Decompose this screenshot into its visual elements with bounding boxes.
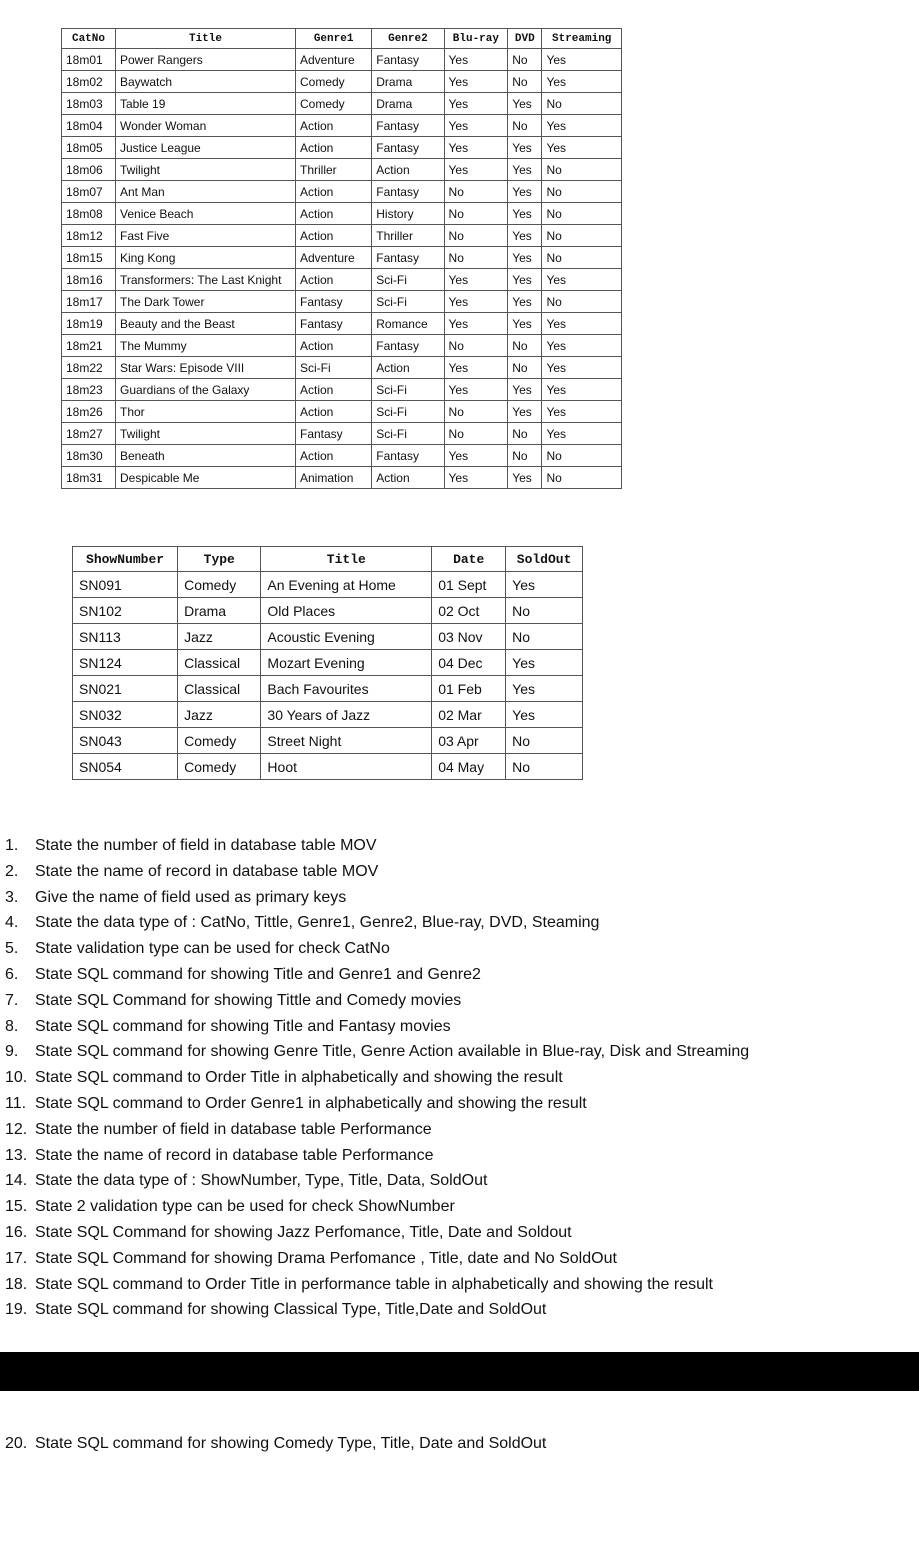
table-cell: Classical bbox=[178, 676, 261, 702]
table-cell: Action bbox=[296, 225, 372, 247]
table-cell: Yes bbox=[508, 313, 542, 335]
mov-header-dvd: DVD bbox=[508, 29, 542, 49]
mov-header-catno: CatNo bbox=[62, 29, 116, 49]
question-item bbox=[5, 859, 749, 885]
table-cell: Fantasy bbox=[372, 335, 444, 357]
table-cell: Sci-Fi bbox=[372, 269, 444, 291]
table-cell: Action bbox=[296, 401, 372, 423]
table-cell: Thriller bbox=[296, 159, 372, 181]
table-cell: No bbox=[506, 754, 583, 780]
table-cell: Action bbox=[296, 445, 372, 467]
question-text: State SQL command for showing Title and Genre1 and Genre2 bbox=[35, 965, 481, 983]
table-cell: Yes bbox=[542, 49, 622, 71]
question-text: State SQL command to Order Title in performance table in alphabetically and showing the result bbox=[35, 1275, 713, 1293]
table-cell: 18m03 bbox=[62, 93, 116, 115]
table-cell: No bbox=[444, 423, 508, 445]
mov-table-row bbox=[62, 115, 622, 137]
table-cell: History bbox=[372, 203, 444, 225]
questions-list bbox=[5, 833, 749, 1323]
table-cell: 18m01 bbox=[62, 49, 116, 71]
performance-table-row bbox=[73, 624, 583, 650]
question-text: State SQL Command for showing Tittle and Comedy movies bbox=[35, 991, 462, 1009]
mov-table-row bbox=[62, 181, 622, 203]
table-cell: Yes bbox=[444, 445, 508, 467]
mov-header-streaming: Streaming bbox=[542, 29, 622, 49]
redaction-bar bbox=[0, 1352, 919, 1391]
table-cell: 18m06 bbox=[62, 159, 116, 181]
question-text: State the data type of : CatNo, Tittle, Genre1, Genre2, Blue-ray, DVD, Steaming bbox=[35, 914, 600, 932]
table-cell: 04 Dec bbox=[432, 650, 506, 676]
table-cell: The Dark Tower bbox=[116, 291, 296, 313]
mov-table-row bbox=[62, 313, 622, 335]
table-cell: Action bbox=[296, 137, 372, 159]
table-cell: Twilight bbox=[116, 423, 296, 445]
perf-header-title: Title bbox=[261, 547, 432, 572]
mov-table-row bbox=[62, 137, 622, 159]
table-cell: Yes bbox=[508, 203, 542, 225]
table-cell: 18m16 bbox=[62, 269, 116, 291]
mov-table-row bbox=[62, 379, 622, 401]
table-cell: Jazz bbox=[178, 702, 261, 728]
table-cell: Thor bbox=[116, 401, 296, 423]
table-cell: 18m07 bbox=[62, 181, 116, 203]
table-cell: 02 Mar bbox=[432, 702, 506, 728]
performance-header-row bbox=[73, 547, 583, 572]
performance-table-row bbox=[73, 728, 583, 754]
table-cell: Jazz bbox=[178, 624, 261, 650]
table-cell: Yes bbox=[506, 572, 583, 598]
question-number: 1. bbox=[5, 837, 19, 854]
question-item bbox=[5, 1431, 546, 1457]
table-cell: Acoustic Evening bbox=[261, 624, 432, 650]
question-item bbox=[5, 936, 749, 962]
mov-table-row bbox=[62, 49, 622, 71]
table-cell: Despicable Me bbox=[116, 467, 296, 489]
table-cell: 01 Feb bbox=[432, 676, 506, 702]
table-cell: Drama bbox=[372, 93, 444, 115]
mov-header-genre1: Genre1 bbox=[296, 29, 372, 49]
question-item bbox=[5, 1272, 749, 1298]
question-number: 8. bbox=[5, 1017, 19, 1035]
mov-table bbox=[61, 28, 622, 489]
question-number: 20. bbox=[5, 1435, 28, 1452]
table-cell: No bbox=[542, 93, 622, 115]
table-cell: Hoot bbox=[261, 754, 432, 780]
table-cell: 18m19 bbox=[62, 313, 116, 335]
table-cell: Power Rangers bbox=[116, 49, 296, 71]
table-cell: King Kong bbox=[116, 247, 296, 269]
table-cell: SN043 bbox=[73, 728, 178, 754]
table-cell: Yes bbox=[542, 357, 622, 379]
table-cell: Thriller bbox=[372, 225, 444, 247]
table-cell: Yes bbox=[508, 159, 542, 181]
table-cell: No bbox=[542, 181, 622, 203]
table-cell: Yes bbox=[444, 379, 508, 401]
question-number: 2. bbox=[5, 862, 19, 880]
table-cell: SN032 bbox=[73, 702, 178, 728]
question-number: 5. bbox=[5, 940, 19, 958]
table-cell: 30 Years of Jazz bbox=[261, 702, 432, 728]
table-cell: 18m17 bbox=[62, 291, 116, 313]
performance-table-row bbox=[73, 598, 583, 624]
table-cell: No bbox=[508, 423, 542, 445]
mov-table-body bbox=[62, 49, 622, 489]
mov-header-bluray: Blu-ray bbox=[444, 29, 508, 49]
question-number: 9. bbox=[5, 1043, 19, 1061]
mov-header-row bbox=[62, 29, 622, 49]
table-cell: 18m12 bbox=[62, 225, 116, 247]
table-cell: 03 Apr bbox=[432, 728, 506, 754]
question-text: Give the name of field used as primary keys bbox=[35, 888, 347, 906]
table-cell: 04 May bbox=[432, 754, 506, 780]
table-cell: Table 19 bbox=[116, 93, 296, 115]
table-cell: Action bbox=[296, 115, 372, 137]
table-cell: Beneath bbox=[116, 445, 296, 467]
table-cell: Yes bbox=[444, 137, 508, 159]
question-number: 19. bbox=[5, 1301, 28, 1319]
question-item bbox=[5, 962, 749, 988]
table-cell: 18m23 bbox=[62, 379, 116, 401]
question-text: State the number of field in database table Performance bbox=[35, 1120, 432, 1138]
performance-table bbox=[72, 546, 583, 780]
question-text: State the name of record in database table Performance bbox=[35, 1146, 434, 1164]
table-cell: No bbox=[508, 335, 542, 357]
mov-table-row bbox=[62, 247, 622, 269]
mov-table-row bbox=[62, 269, 622, 291]
table-cell: 03 Nov bbox=[432, 624, 506, 650]
table-cell: 18m02 bbox=[62, 71, 116, 93]
table-cell: No bbox=[542, 159, 622, 181]
table-cell: Yes bbox=[508, 379, 542, 401]
table-cell: No bbox=[444, 181, 508, 203]
table-cell: Yes bbox=[508, 247, 542, 269]
question-number: 12. bbox=[5, 1120, 28, 1138]
performance-table-body bbox=[73, 572, 583, 780]
perf-header-soldout: SoldOut bbox=[506, 547, 583, 572]
question-text: State the number of field in database table MOV bbox=[35, 837, 377, 854]
table-cell: Sci-Fi bbox=[296, 357, 372, 379]
question-number: 17. bbox=[5, 1249, 28, 1267]
table-cell: Comedy bbox=[178, 754, 261, 780]
table-cell: Yes bbox=[444, 357, 508, 379]
mov-table-row bbox=[62, 401, 622, 423]
performance-table-row bbox=[73, 572, 583, 598]
question-item bbox=[5, 910, 749, 936]
table-cell: Yes bbox=[542, 423, 622, 445]
table-cell: Yes bbox=[444, 49, 508, 71]
table-cell: Yes bbox=[542, 115, 622, 137]
mov-table-row bbox=[62, 445, 622, 467]
table-cell: Animation bbox=[296, 467, 372, 489]
table-cell: Fantasy bbox=[296, 423, 372, 445]
question-text: State SQL command for showing Genre Title, Genre Action available in Blue-ray, Disk and Streaming bbox=[35, 1043, 750, 1061]
table-cell: Yes bbox=[508, 467, 542, 489]
question-number: 16. bbox=[5, 1223, 28, 1241]
mov-header-title: Title bbox=[116, 29, 296, 49]
question-item bbox=[5, 1168, 749, 1194]
table-cell: No bbox=[508, 357, 542, 379]
table-cell: Comedy bbox=[296, 93, 372, 115]
table-cell: No bbox=[542, 225, 622, 247]
table-cell: Yes bbox=[506, 650, 583, 676]
table-cell: Drama bbox=[178, 598, 261, 624]
performance-table-row bbox=[73, 650, 583, 676]
question-number: 4. bbox=[5, 914, 19, 932]
table-cell: Action bbox=[296, 379, 372, 401]
question-text: State the data type of : ShowNumber, Type, Title, Data, SoldOut bbox=[35, 1172, 488, 1190]
table-cell: 18m04 bbox=[62, 115, 116, 137]
question-text: State SQL command for showing Comedy Type, Title, Date and SoldOut bbox=[35, 1435, 547, 1452]
table-cell: Yes bbox=[444, 269, 508, 291]
table-cell: Yes bbox=[542, 71, 622, 93]
table-cell: Classical bbox=[178, 650, 261, 676]
table-cell: SN054 bbox=[73, 754, 178, 780]
table-cell: 18m22 bbox=[62, 357, 116, 379]
table-cell: Star Wars: Episode VIII bbox=[116, 357, 296, 379]
table-cell: 18m27 bbox=[62, 423, 116, 445]
question-text: State SQL command to Order Genre1 in alphabetically and showing the result bbox=[35, 1094, 587, 1112]
table-cell: Yes bbox=[542, 379, 622, 401]
question-number: 14. bbox=[5, 1172, 28, 1190]
table-cell: No bbox=[444, 401, 508, 423]
question-item bbox=[5, 1117, 749, 1143]
table-cell: No bbox=[444, 247, 508, 269]
table-cell: No bbox=[508, 49, 542, 71]
table-cell: Yes bbox=[508, 93, 542, 115]
table-cell: No bbox=[444, 335, 508, 357]
table-cell: No bbox=[444, 203, 508, 225]
table-cell: The Mummy bbox=[116, 335, 296, 357]
question-number: 18. bbox=[5, 1275, 28, 1293]
table-cell: Yes bbox=[444, 71, 508, 93]
question-item bbox=[5, 833, 749, 859]
mov-table-row bbox=[62, 93, 622, 115]
question-number: 6. bbox=[5, 965, 19, 983]
table-cell: Yes bbox=[444, 115, 508, 137]
question-item bbox=[5, 885, 749, 911]
table-cell: Beauty and the Beast bbox=[116, 313, 296, 335]
table-cell: Baywatch bbox=[116, 71, 296, 93]
table-cell: 18m26 bbox=[62, 401, 116, 423]
table-cell: SN091 bbox=[73, 572, 178, 598]
table-cell: Yes bbox=[444, 313, 508, 335]
table-cell: Action bbox=[296, 203, 372, 225]
table-cell: No bbox=[542, 445, 622, 467]
mov-table-row bbox=[62, 159, 622, 181]
perf-header-shownumber: ShowNumber bbox=[73, 547, 178, 572]
table-cell: Yes bbox=[506, 702, 583, 728]
table-cell: Fantasy bbox=[296, 291, 372, 313]
table-cell: 18m30 bbox=[62, 445, 116, 467]
table-cell: Yes bbox=[508, 401, 542, 423]
mov-table-row bbox=[62, 423, 622, 445]
mov-header-genre2: Genre2 bbox=[372, 29, 444, 49]
table-cell: Sci-Fi bbox=[372, 291, 444, 313]
question-number: 13. bbox=[5, 1146, 28, 1164]
table-cell: Transformers: The Last Knight bbox=[116, 269, 296, 291]
table-cell: No bbox=[508, 445, 542, 467]
table-cell: Sci-Fi bbox=[372, 379, 444, 401]
table-cell: Yes bbox=[508, 137, 542, 159]
table-cell: Old Places bbox=[261, 598, 432, 624]
table-cell: 02 Oct bbox=[432, 598, 506, 624]
table-cell: Yes bbox=[542, 335, 622, 357]
table-cell: Comedy bbox=[178, 728, 261, 754]
mov-table-row bbox=[62, 71, 622, 93]
table-cell: Yes bbox=[508, 181, 542, 203]
table-cell: Fantasy bbox=[372, 49, 444, 71]
table-cell: Action bbox=[296, 269, 372, 291]
table-cell: Yes bbox=[444, 159, 508, 181]
table-cell: An Evening at Home bbox=[261, 572, 432, 598]
table-cell: Sci-Fi bbox=[372, 423, 444, 445]
question-number: 3. bbox=[5, 888, 19, 906]
table-cell: 18m21 bbox=[62, 335, 116, 357]
table-cell: Venice Beach bbox=[116, 203, 296, 225]
question-item bbox=[5, 1143, 749, 1169]
table-cell: Action bbox=[296, 181, 372, 203]
table-cell: SN102 bbox=[73, 598, 178, 624]
table-cell: Comedy bbox=[296, 71, 372, 93]
mov-table-row bbox=[62, 291, 622, 313]
mov-table-row bbox=[62, 225, 622, 247]
performance-table-row bbox=[73, 702, 583, 728]
table-cell: No bbox=[444, 225, 508, 247]
question-number: 7. bbox=[5, 991, 19, 1009]
perf-header-type: Type bbox=[178, 547, 261, 572]
table-cell: Fantasy bbox=[296, 313, 372, 335]
table-cell: Fantasy bbox=[372, 137, 444, 159]
table-cell: Action bbox=[372, 159, 444, 181]
table-cell: No bbox=[508, 71, 542, 93]
table-cell: Yes bbox=[508, 269, 542, 291]
question-number: 15. bbox=[5, 1198, 28, 1216]
table-cell: 18m31 bbox=[62, 467, 116, 489]
question-item bbox=[5, 988, 749, 1014]
table-cell: Mozart Evening bbox=[261, 650, 432, 676]
table-cell: Action bbox=[372, 357, 444, 379]
question-item bbox=[5, 1091, 749, 1117]
mov-table-row bbox=[62, 467, 622, 489]
table-cell: Comedy bbox=[178, 572, 261, 598]
table-cell: Wonder Woman bbox=[116, 115, 296, 137]
table-cell: Fantasy bbox=[372, 181, 444, 203]
table-cell: Fast Five bbox=[116, 225, 296, 247]
table-cell: SN113 bbox=[73, 624, 178, 650]
table-cell: Yes bbox=[542, 313, 622, 335]
question-item bbox=[5, 1065, 749, 1091]
table-cell: Ant Man bbox=[116, 181, 296, 203]
question-text: State SQL command for showing Title and Fantasy movies bbox=[35, 1017, 451, 1035]
table-cell: Drama bbox=[372, 71, 444, 93]
table-cell: Yes bbox=[444, 467, 508, 489]
question-item bbox=[5, 1246, 749, 1272]
table-cell: Yes bbox=[508, 225, 542, 247]
table-cell: Yes bbox=[444, 93, 508, 115]
table-cell: Fantasy bbox=[372, 115, 444, 137]
question-text: State SQL command to Order Title in alphabetically and showing the result bbox=[35, 1069, 563, 1087]
table-cell: Action bbox=[372, 467, 444, 489]
question-item bbox=[5, 1039, 749, 1065]
table-cell: Fantasy bbox=[372, 445, 444, 467]
table-cell: No bbox=[508, 115, 542, 137]
question-text: State 2 validation type can be used for check ShowNumber bbox=[35, 1198, 455, 1216]
table-cell: Sci-Fi bbox=[372, 401, 444, 423]
table-cell: No bbox=[542, 247, 622, 269]
table-cell: Justice League bbox=[116, 137, 296, 159]
mov-table-row bbox=[62, 203, 622, 225]
table-cell: Twilight bbox=[116, 159, 296, 181]
table-cell: Romance bbox=[372, 313, 444, 335]
question-20-list bbox=[5, 1431, 546, 1457]
table-cell: Yes bbox=[542, 137, 622, 159]
mov-table-row bbox=[62, 357, 622, 379]
performance-table-row bbox=[73, 754, 583, 780]
table-cell: Yes bbox=[506, 676, 583, 702]
question-text: State SQL command for showing Classical Type, Title,Date and SoldOut bbox=[35, 1301, 547, 1319]
table-cell: Bach Favourites bbox=[261, 676, 432, 702]
table-cell: 01 Sept bbox=[432, 572, 506, 598]
question-item bbox=[5, 1014, 749, 1040]
table-cell: No bbox=[542, 291, 622, 313]
table-cell: Yes bbox=[444, 291, 508, 313]
question-text: State validation type can be used for check CatNo bbox=[35, 940, 390, 958]
table-cell: SN021 bbox=[73, 676, 178, 702]
table-cell: No bbox=[542, 203, 622, 225]
table-cell: No bbox=[506, 598, 583, 624]
table-cell: 18m08 bbox=[62, 203, 116, 225]
question-number: 10. bbox=[5, 1069, 28, 1087]
table-cell: SN124 bbox=[73, 650, 178, 676]
question-item bbox=[5, 1194, 749, 1220]
table-cell: Yes bbox=[508, 291, 542, 313]
question-text: State SQL Command for showing Drama Perfomance , Title, date and No SoldOut bbox=[35, 1249, 617, 1267]
table-cell: Street Night bbox=[261, 728, 432, 754]
mov-table-row bbox=[62, 335, 622, 357]
table-cell: Action bbox=[296, 335, 372, 357]
table-cell: Yes bbox=[542, 401, 622, 423]
question-text: State the name of record in database table MOV bbox=[35, 862, 379, 880]
table-cell: 18m15 bbox=[62, 247, 116, 269]
perf-header-date: Date bbox=[432, 547, 506, 572]
table-cell: No bbox=[506, 624, 583, 650]
table-cell: No bbox=[542, 467, 622, 489]
table-cell: Guardians of the Galaxy bbox=[116, 379, 296, 401]
question-text: State SQL Command for showing Jazz Perfomance, Title, Date and Soldout bbox=[35, 1223, 572, 1241]
table-cell: Fantasy bbox=[372, 247, 444, 269]
question-number: 11. bbox=[5, 1094, 27, 1112]
table-cell: Adventure bbox=[296, 49, 372, 71]
performance-table-row bbox=[73, 676, 583, 702]
table-cell: Yes bbox=[542, 269, 622, 291]
table-cell: 18m05 bbox=[62, 137, 116, 159]
table-cell: Adventure bbox=[296, 247, 372, 269]
question-item bbox=[5, 1220, 749, 1246]
question-item bbox=[5, 1297, 749, 1323]
table-cell: No bbox=[506, 728, 583, 754]
